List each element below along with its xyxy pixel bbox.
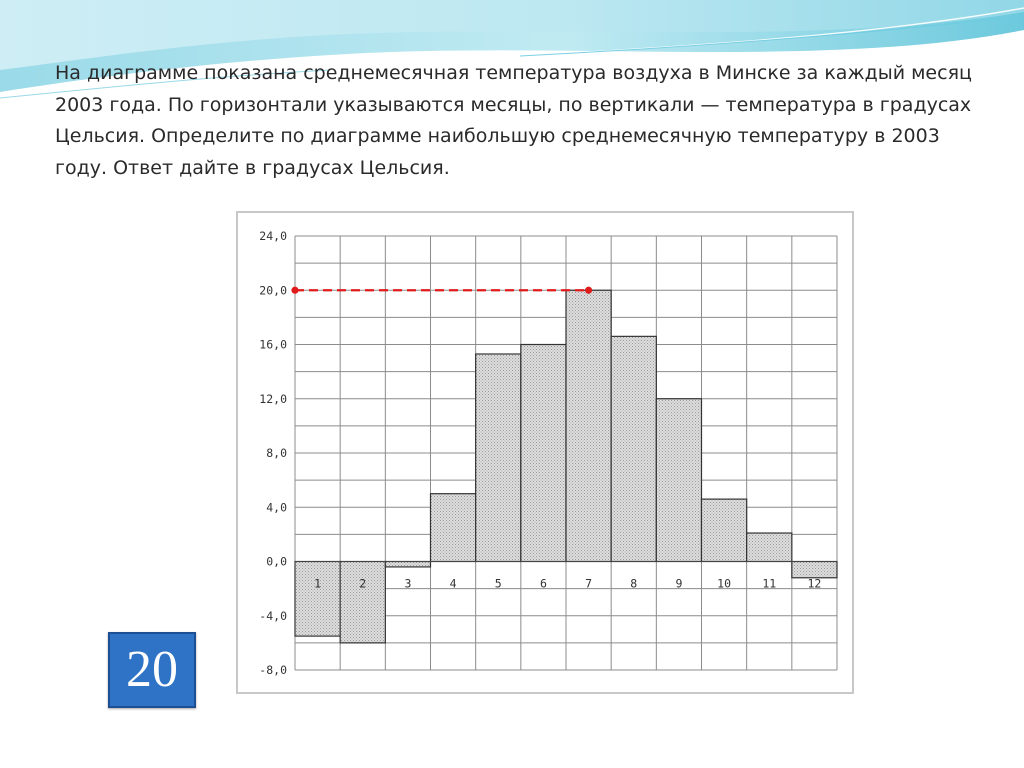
x-category-label: 5	[494, 576, 502, 591]
y-tick-label: 0,0	[266, 554, 287, 569]
bar-month-2	[340, 562, 385, 643]
bar-month-10	[702, 499, 747, 561]
x-category-label: 10	[717, 576, 732, 591]
y-tick-label: -8,0	[259, 663, 287, 677]
bar-month-9	[656, 399, 701, 562]
bar-month-11	[747, 533, 792, 561]
y-tick-label: 4,0	[266, 500, 287, 515]
bar-month-1	[295, 562, 340, 637]
bar-month-7	[566, 290, 611, 561]
bar-month-12	[792, 562, 837, 578]
x-category-label: 9	[675, 576, 683, 591]
max-line-start-dot	[291, 287, 298, 294]
x-category-label: 2	[359, 576, 367, 591]
y-tick-label: 20,0	[259, 283, 287, 298]
bar-month-3	[385, 562, 430, 567]
bar-month-4	[431, 494, 476, 562]
x-category-label: 6	[539, 576, 547, 591]
answer-badge: 20	[108, 632, 196, 708]
x-category-label: 12	[807, 576, 822, 591]
x-category-label: 7	[585, 576, 593, 591]
x-category-label: 4	[449, 576, 457, 591]
bar-month-6	[521, 345, 566, 562]
x-category-label: 11	[762, 576, 777, 591]
task-question-text: На диаграмме показана среднемесячная температура воздуха в Минске за каждый месяц 2003 года. По горизонтали указываются месяцы, по вертикали — температура в градусах Цельсия. Определите по диаграмме наибольшую среднемесячную температуру в 2003 году. Ответ дайте в градусах Цельсия.	[55, 62, 972, 179]
x-category-label: 3	[404, 576, 412, 591]
y-tick-label: 24,0	[259, 229, 287, 243]
y-tick-label: 16,0	[259, 337, 287, 352]
max-line-end-dot	[585, 287, 592, 294]
y-tick-label: -4,0	[259, 608, 287, 623]
x-category-label: 1	[314, 576, 322, 591]
y-tick-label: 12,0	[259, 391, 287, 406]
x-category-label: 8	[630, 576, 638, 591]
temperature-bar-chart	[236, 211, 854, 694]
bar-month-8	[611, 336, 656, 561]
y-tick-label: 8,0	[266, 446, 287, 460]
bar-month-5	[476, 354, 521, 562]
